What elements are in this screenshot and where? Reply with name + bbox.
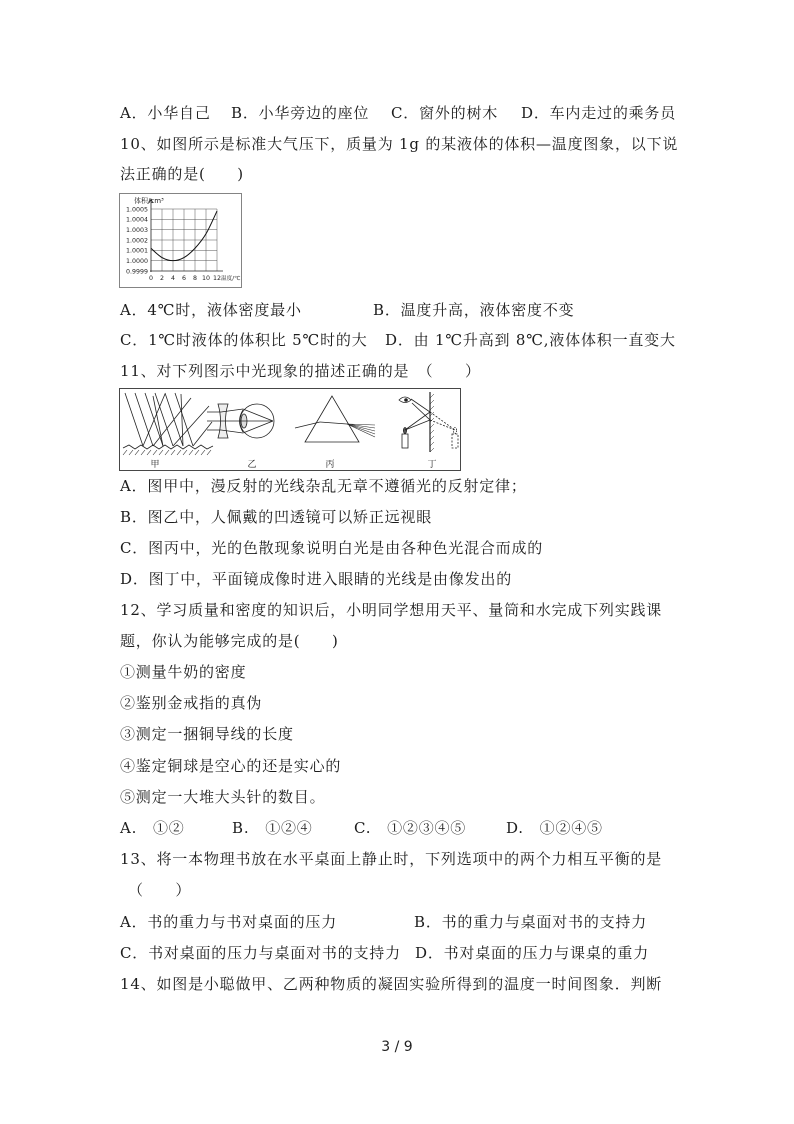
- q10-option-c: C．1℃时液体的体积比 5℃时的大: [120, 331, 368, 349]
- q11-option-d: D．图丁中，平面镜成像时进入眼睛的光线是由像发出的: [120, 570, 513, 588]
- page-number: 3 / 9: [381, 1039, 413, 1055]
- q10-option-b: B．温度升高，液体密度不变: [373, 301, 575, 319]
- q12-stem-line-1: 12、学习质量和密度的知识后，小明同学想用天平、量筒和水完成下列实践课: [120, 601, 663, 619]
- q9-option-a: A．小华自己: [120, 104, 211, 122]
- x-tick-label: 12: [212, 275, 222, 282]
- q13-stem-line-1: 13、将一本物理书放在水平桌面上静止时，下列选项中的两个力相互平衡的是: [120, 850, 663, 868]
- q12-item-1: ①测量牛奶的密度: [120, 663, 247, 681]
- y-tick-label: 0.9999: [125, 268, 148, 276]
- q11-optics-figure: [119, 388, 461, 471]
- y-tick-label: 1.0002: [125, 237, 148, 245]
- q14-stem-line-1: 14、如图是小聪做甲、乙两种物质的凝固实验所得到的温度一时间图象．判断: [120, 975, 663, 993]
- q13-option-d: D．书对桌面的压力与课桌的重力: [415, 944, 650, 962]
- q9-option-d: D．车内走过的乘务员: [521, 104, 677, 122]
- q9-option-c: C．窗外的树木: [391, 104, 499, 122]
- q12-option-a: A. ①②: [120, 819, 185, 837]
- panel-label-yi: 乙: [247, 460, 257, 470]
- q12-option-c: C. ①②③④⑤: [354, 819, 467, 837]
- q13-option-c: C．书对桌面的压力与桌面对书的支持力: [120, 944, 401, 962]
- y-tick-label: 1.0001: [125, 247, 148, 255]
- q10-option-d: D．由 1℃升高到 8℃,液体体积一直变大: [385, 331, 676, 349]
- q11-option-b: B．图乙中，人佩戴的凹透镜可以矫正远视眼: [120, 508, 433, 526]
- q12-item-4: ④鉴定铜球是空心的还是实心的: [120, 757, 342, 775]
- q12-stem-line-2: 题，你认为能够完成的是( ): [120, 632, 339, 650]
- x-tick-label: 6: [181, 275, 187, 282]
- q13-option-b: B．书的重力与桌面对书的支持力: [414, 913, 648, 931]
- q12-item-3: ③测定一捆铜导线的长度: [120, 725, 294, 743]
- x-axis-label: 温度/℃: [221, 276, 241, 282]
- q11-stem: 11、对下列图示中光现象的描述正确的是 （ ）: [120, 362, 481, 380]
- panel-label-jia: 甲: [150, 460, 160, 470]
- q11-option-a: A．图甲中，漫反射的光线杂乱无章不遵循光的反射定律；: [120, 477, 527, 495]
- q10-volume-temperature-graph: [119, 193, 242, 288]
- q10-stem-line-2: 法正确的是( ): [120, 165, 244, 183]
- q12-item-2: ②鉴别金戒指的真伪: [120, 694, 263, 712]
- x-tick-label: 2: [159, 275, 165, 282]
- q12-option-d: D. ①②④⑤: [506, 819, 603, 837]
- eye-pupil: [405, 399, 408, 402]
- y-tick-label: 1.0000: [125, 258, 148, 265]
- q10-stem-line-1: 10、如图所示是标准大气压下，质量为 1g 的某液体的体积—温度图象，以下说: [120, 135, 679, 153]
- y-tick-label: 1.0005: [125, 206, 148, 214]
- q10-option-a: A．4℃时，液体密度最小: [120, 301, 302, 319]
- x-tick-label: 4: [170, 275, 176, 282]
- panel-label-bing: 丙: [325, 460, 335, 470]
- q11-option-c: C．图丙中，光的色散现象说明白光是由各种色光混合而成的: [120, 539, 544, 557]
- y-axis-label: 体积/cm³: [134, 197, 164, 205]
- x-tick-label: 10: [201, 275, 211, 282]
- candle-flame-icon: [403, 428, 406, 434]
- y-tick-label: 1.0004: [125, 216, 148, 224]
- q12-item-5: ⑤测定一大堆大头针的数目。: [120, 788, 326, 806]
- q13-stem-line-2: （ ）: [128, 881, 192, 899]
- panel-label-ding: 丁: [427, 460, 437, 470]
- y-tick-label: 1.0003: [125, 227, 148, 234]
- q13-option-a: A．书的重力与书对桌面的压力: [120, 913, 338, 931]
- x-tick-label: 8: [192, 275, 198, 282]
- q9-option-b: B．小华旁边的座位: [231, 104, 370, 122]
- x-tick-label: 0: [148, 275, 154, 282]
- q12-option-b: B. ①②④: [232, 819, 313, 837]
